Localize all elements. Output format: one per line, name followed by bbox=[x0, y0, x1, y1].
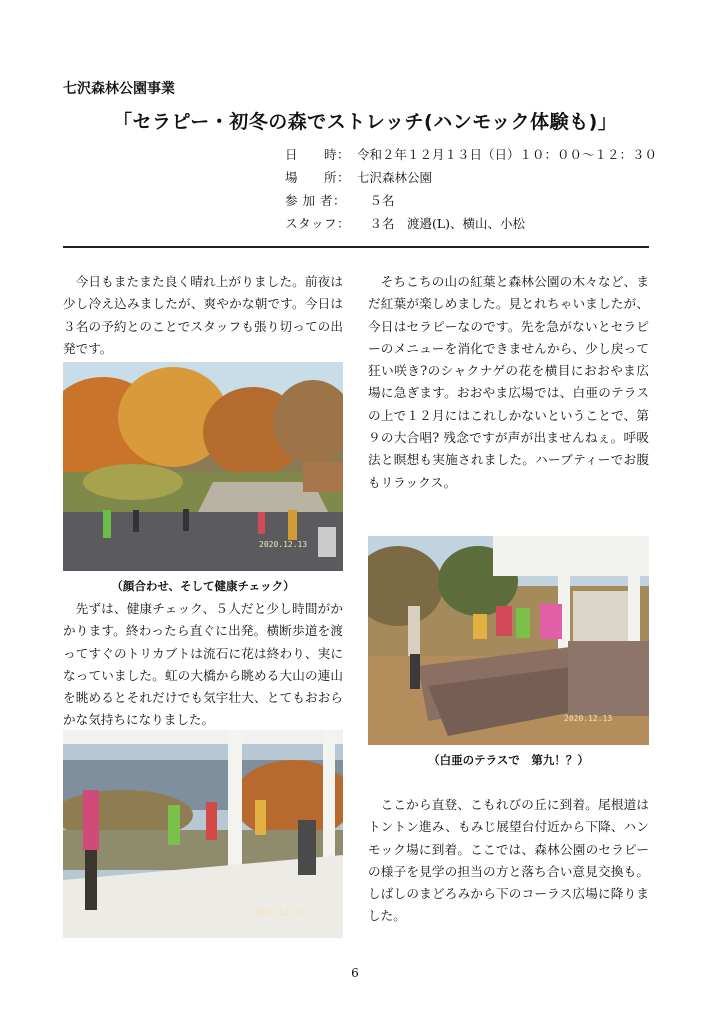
info-row-participants bbox=[285, 189, 657, 212]
info-row-staff bbox=[285, 212, 657, 235]
right-paragraph-2: ここから直登、こもれびの丘に到着。尾根道はトントン進み、もみじ展望台付近から下降、ハンモック場に到着。ここでは、森林公園のセラピーの様子を見学の担当の方と落ち合い意見交換も。しばしのまどろみから下のコーラス広場に降りました。 bbox=[368, 797, 649, 924]
info-row-date bbox=[285, 143, 657, 166]
divider bbox=[63, 246, 649, 248]
info-value: 令和２年１２月１３日（日）１０：００～１２：３０ bbox=[357, 147, 658, 162]
left-paragraph-1: 今日もまたまた良く晴れ上がりました。前夜は少し冷え込みましたが、爽やかな朝です。今日は３名の予約とのことでスタッフも張り切っての出発です。 bbox=[63, 274, 343, 356]
info-row-place bbox=[285, 166, 657, 189]
info-value: ５名 bbox=[357, 193, 395, 208]
page-number: 6 bbox=[351, 966, 359, 980]
info-label: スタッフ： bbox=[285, 216, 351, 231]
photo-caption: （白亜のテラスで 第九！？） bbox=[428, 753, 589, 767]
event-info bbox=[285, 143, 657, 235]
photo-stretch-terrace bbox=[63, 730, 343, 938]
right-paragraph-1: そちこちの山の紅葉と森林公園の木々など、まだ紅葉が楽しめました。見とれちゃいましたが、今日はセラピーなのです。先を急がないとセラピーのメニューを消化できませんから、少し戻って狂い咲き?のシャクナゲの花を横目におおやま広場に急ぎます。おおやま広場では、白亜のテラスの上で１２月にはこれしかないということで、第９の大合唱? 残念ですが声が出ませんねぇ。呼吸法と瞑想も実施されました。ハーブティーでお腹もリラックス。 bbox=[368, 274, 649, 490]
photo-terrace-chorus bbox=[368, 536, 649, 745]
info-value: ３名 渡邉(L)、横山、小松 bbox=[357, 216, 526, 231]
info-label: 場 所： bbox=[285, 170, 351, 185]
left-paragraph-2: 先ずは、健康チェック、５人だと少し時間がかかります。終わったら直ぐに出発。横断歩道を渡ってすぐのトリカブトは流石に花は終わり、実になっていました。虹の大橋から眺める大山の連山を眺めるとそれだけでも気宇壮大、とてもおおらかな気持ちになりました。 bbox=[63, 601, 343, 728]
info-label: 日 時： bbox=[285, 147, 351, 162]
info-value: 七沢森林公園 bbox=[357, 170, 433, 185]
page-title: 「セラピー・初冬の森でストレッチ(ハンモック体験も)」 bbox=[113, 111, 618, 133]
photo-timestamp: 2020.12.13 bbox=[255, 908, 304, 917]
photo-timestamp: 2020.12.13 bbox=[259, 540, 308, 549]
organization-label: 七沢森林公園事業 bbox=[63, 81, 175, 97]
photo-health-check bbox=[63, 362, 343, 571]
info-label: 参 加 者： bbox=[285, 193, 346, 208]
photo-caption: （顔合わせ、そして健康チェック） bbox=[111, 579, 295, 593]
photo-timestamp: 2020.12.13 bbox=[564, 714, 613, 723]
